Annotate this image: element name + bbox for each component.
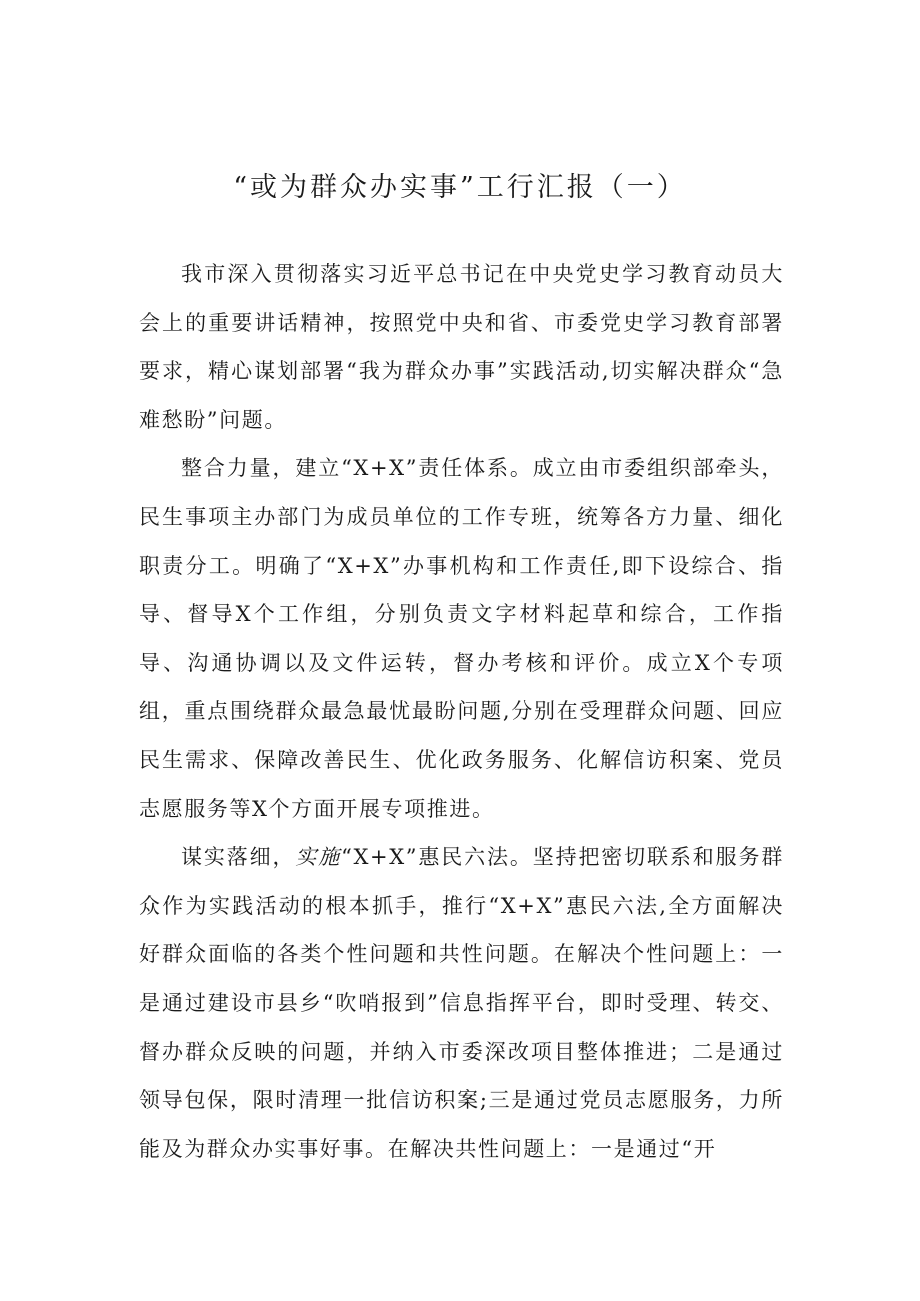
- document-body: [139, 250, 784, 1173]
- document-title: “或为群众办实事”工行汇报（一）: [233, 172, 687, 203]
- paragraph-intro: [139, 250, 784, 444]
- paragraph-integrate-forces-text: 整合力量，建立“X+X”责任体系。成立由市委组织部牵头，民生事项主办部门为成员单位的工作专班，统筹各方力量、细化职责分工。明确了“X+X”办事机构和工作责任,即下设综合、指导、督导X个工作组，分别负责文字材料起草和综合，工作指导、沟通协调以及文件运转，督办考核和评价。成立X个专项组，重点围绕群众最急最忧最盼问题,分别在受理群众问题、回应民生需求、保障改善民生、优化政务服务、化解信访积案、党员志愿服务等X个方面开展专项推进。: [139, 456, 784, 821]
- paragraph-lead-text: 谋实落细，: [181, 845, 296, 870]
- paragraph-integrate-forces: [139, 444, 784, 833]
- paragraph-implement-measures: [139, 833, 784, 1173]
- paragraph-implement-measures-text: “X+X”惠民六法。坚持把密切联系和服务群众作为实践活动的根本抓手，推行“X+X”惠民六法,全方面解决好群众面临的各类个性问题和共性问题。在解决个性问题上：一是通过建设市县乡“吹哨报到”信息指挥平台，即时受理、转交、督办群众反映的问题，并纳入市委深改项目整体推进；二是通过领导包保，限时清理一批信访积案;三是通过党员志愿服务，力所能及为群众办实事好事。在解决共性问题上：一是通过“开: [139, 845, 785, 1161]
- paragraph-intro-text: 我市深入贯彻落实习近平总书记在中央党史学习教育动员大会上的重要讲话精神，按照党中央和省、市委党史学习教育部署要求，精心谋划部署“我为群众办事”实践活动,切实解决群众“急难愁盼”问题。: [139, 262, 784, 432]
- paragraph-lead-italic: 实施: [295, 845, 342, 870]
